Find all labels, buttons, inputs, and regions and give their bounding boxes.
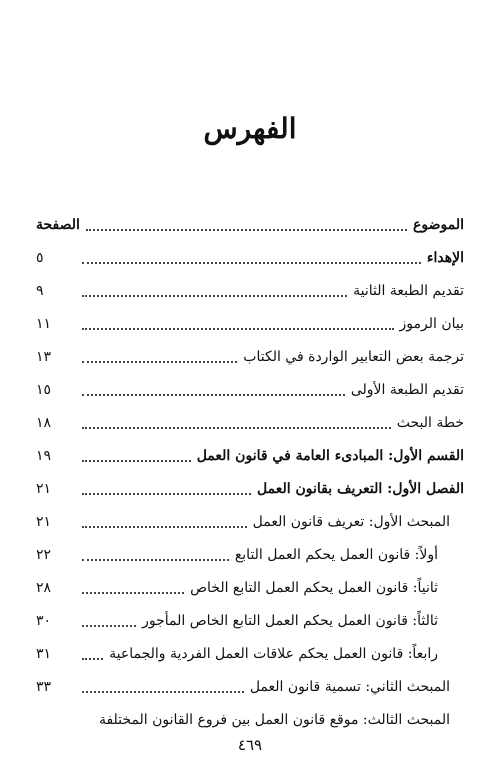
leader-dots: [82, 492, 251, 495]
toc-entry-page: ١٣: [36, 348, 52, 365]
toc-entry: [36, 571, 464, 604]
toc-entry-page: ١١: [36, 315, 52, 332]
toc-entry-page: ١٥: [36, 381, 52, 398]
toc-entry-label: الإهداء: [426, 249, 464, 266]
toc-entry: [36, 538, 464, 571]
toc-entry-page: ٢١: [36, 513, 52, 530]
toc-entry-label: بيان الرموز: [399, 315, 464, 332]
toc-entry-page: ٥: [36, 249, 44, 266]
leader-dots: [82, 426, 391, 429]
toc-entry-page: ١٩: [36, 447, 52, 464]
toc-entry-label: المبحث الثالث: موقع قانون العمل بين فروع القانون المختلفة: [98, 711, 450, 728]
toc-header: [36, 208, 464, 241]
toc-entry-label: تقديم الطبعة الثانية: [353, 282, 464, 299]
toc-entry: [36, 241, 464, 274]
leader-dots: [86, 228, 407, 231]
toc-entry-page: ١٨: [36, 414, 52, 431]
toc-entry-label: ثانياً: قانون العمل يحكم العمل التابع الخاص: [190, 579, 438, 596]
toc-entry: [36, 472, 464, 505]
toc-entry: [36, 670, 464, 703]
toc-entry: [36, 373, 464, 406]
toc-entry-label: رابعاً: قانون العمل يحكم علاقات العمل الفردية والجماعية: [109, 645, 438, 662]
toc-entry-label: ثالثاً: قانون العمل يحكم العمل التابع الخاص المأجور: [142, 612, 438, 629]
toc-header-page: الصفحة: [36, 216, 80, 233]
toc-entry: [36, 439, 464, 472]
leader-dots: [82, 327, 394, 330]
toc-entry-page: ٣٠: [36, 612, 52, 629]
leader-dots: [82, 360, 237, 363]
leader-dots: [82, 591, 184, 594]
toc-entry: [36, 703, 464, 736]
leader-dots: [82, 657, 103, 660]
toc-entry-page: ٢٨: [36, 579, 52, 596]
toc-entry-page: ٣١: [36, 645, 52, 662]
toc-entry-label: تقديم الطبعة الأولى: [350, 381, 464, 398]
toc-entry-page: ٢٢: [36, 546, 52, 563]
toc-entry-label: الفصل الأول: التعريف بقانون العمل: [257, 480, 464, 497]
toc-entry-label: ترجمة بعض التعابير الواردة في الكتاب: [243, 348, 464, 365]
leader-dots: [82, 459, 191, 462]
toc-entry-page: ٢١: [36, 480, 52, 497]
toc-entry-label: المبحث الأول: تعريف قانون العمل: [252, 513, 450, 530]
toc-entry-page: ٩: [36, 282, 44, 299]
page-number: ٤٦٩: [237, 736, 263, 754]
toc-entry-label: أولاً: قانون العمل يحكم العمل التابع: [234, 546, 438, 563]
table-of-contents: [36, 208, 464, 736]
leader-dots: [82, 525, 247, 528]
toc-entry-label: المبحث الثاني: تسمية قانون العمل: [249, 678, 450, 695]
toc-entry: [36, 307, 464, 340]
leader-dots: [82, 393, 345, 396]
toc-entry: [36, 604, 464, 637]
toc-entry-label: القسم الأول: المبادىء العامة في قانون العمل: [196, 447, 464, 464]
toc-entry: [36, 340, 464, 373]
toc-entry: [36, 406, 464, 439]
toc-entry-page: ٣٣: [36, 678, 52, 695]
leader-dots: [82, 690, 244, 693]
leader-dots: [82, 558, 229, 561]
leader-dots: [82, 294, 347, 297]
leader-dots: [82, 624, 136, 627]
page-title: الفهرس: [203, 112, 297, 145]
toc-entry: [36, 505, 464, 538]
toc-entry: [36, 274, 464, 307]
toc-header-topic: الموضوع: [413, 216, 464, 233]
leader-dots: [82, 261, 421, 264]
toc-entry-label: خطة البحث: [396, 414, 464, 431]
toc-entry: [36, 637, 464, 670]
